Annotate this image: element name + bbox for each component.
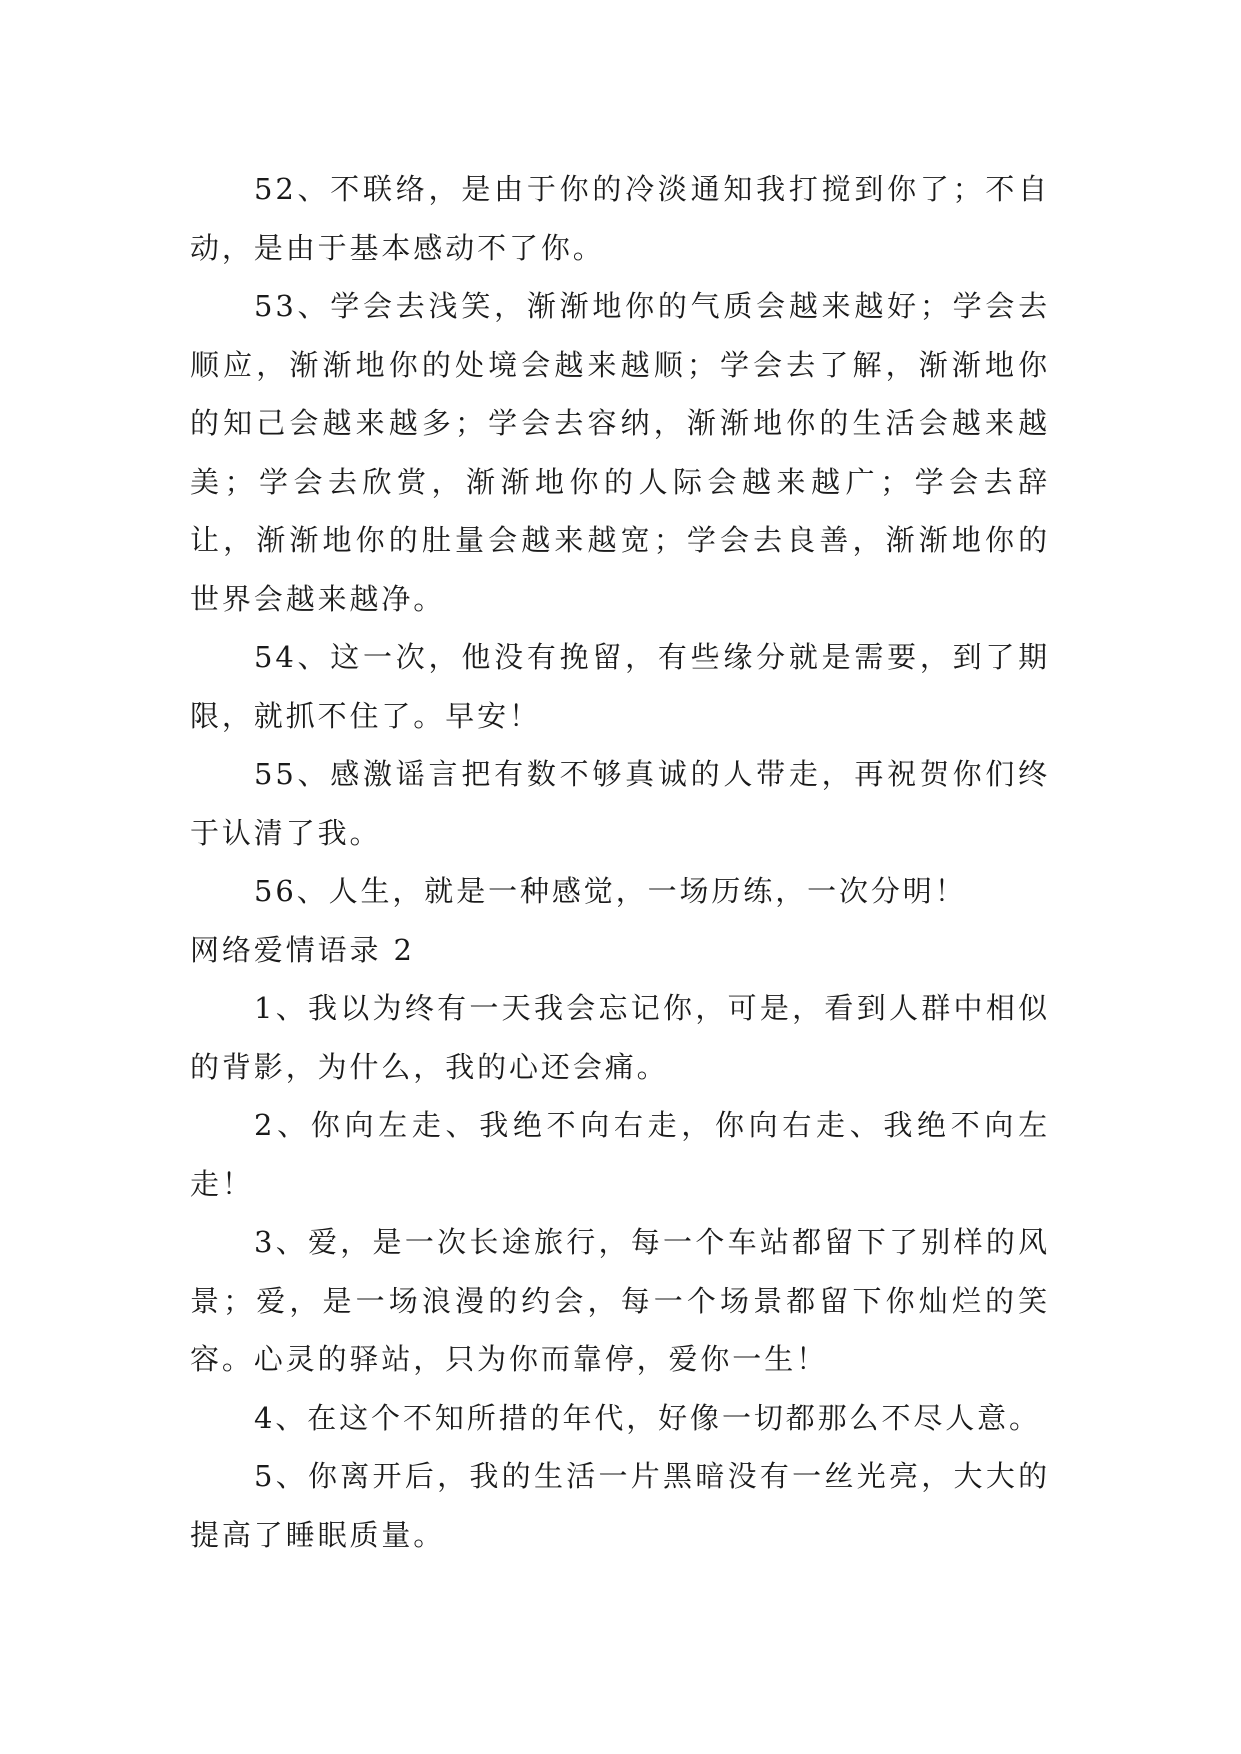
section-heading: 网络爱情语录 2 [190,932,415,967]
document-body [190,160,1050,1564]
paragraph-52: 52、不联络，是由于你的冷淡通知我打搅到你了；不自动，是由于基本感动不了你。 [190,172,1050,265]
paragraph-4: 4、在这个不知所措的年代，好像一切都那么不尽人意。 [254,1400,1041,1435]
paragraph-53: 53、学会去浅笑，渐渐地你的气质会越来越好；学会去顺应，渐渐地你的处境会越来越顺；学会去了解，渐渐地你的知己会越来越多；学会去容纳，渐渐地你的生活会越来越美；学会去欣赏，渐渐地你的人际会越来越广；学会去辞让，渐渐地你的肚量会越来越宽；学会去良善，渐渐地你的世界会越来越净。 [190,289,1050,616]
paragraph-5: 5、你离开后，我的生活一片黑暗没有一丝光亮，大大的提高了睡眠质量。 [190,1459,1050,1552]
paragraph-55: 55、感激谣言把有数不够真诚的人带走，再祝贺你们终于认清了我。 [190,757,1050,850]
paragraph-1: 1、我以为终有一天我会忘记你，可是，看到人群中相似的背影，为什么，我的心还会痛。 [190,991,1050,1084]
paragraph-56: 56、人生，就是一种感觉，一场历练，一次分明！ [254,874,967,908]
paragraph-2: 2、你向左走、我绝不向右走，你向右走、我绝不向左走！ [190,1108,1050,1201]
paragraph-3: 3、爱，是一次长途旅行，每一个车站都留下了别样的风景；爱，是一场浪漫的约会，每一个场景都留下你灿烂的笑容。心灵的驿站，只为你而靠停，爱你一生！ [190,1225,1050,1376]
paragraph-54: 54、这一次，他没有挽留，有些缘分就是需要，到了期限，就抓不住了。早安！ [190,640,1050,733]
